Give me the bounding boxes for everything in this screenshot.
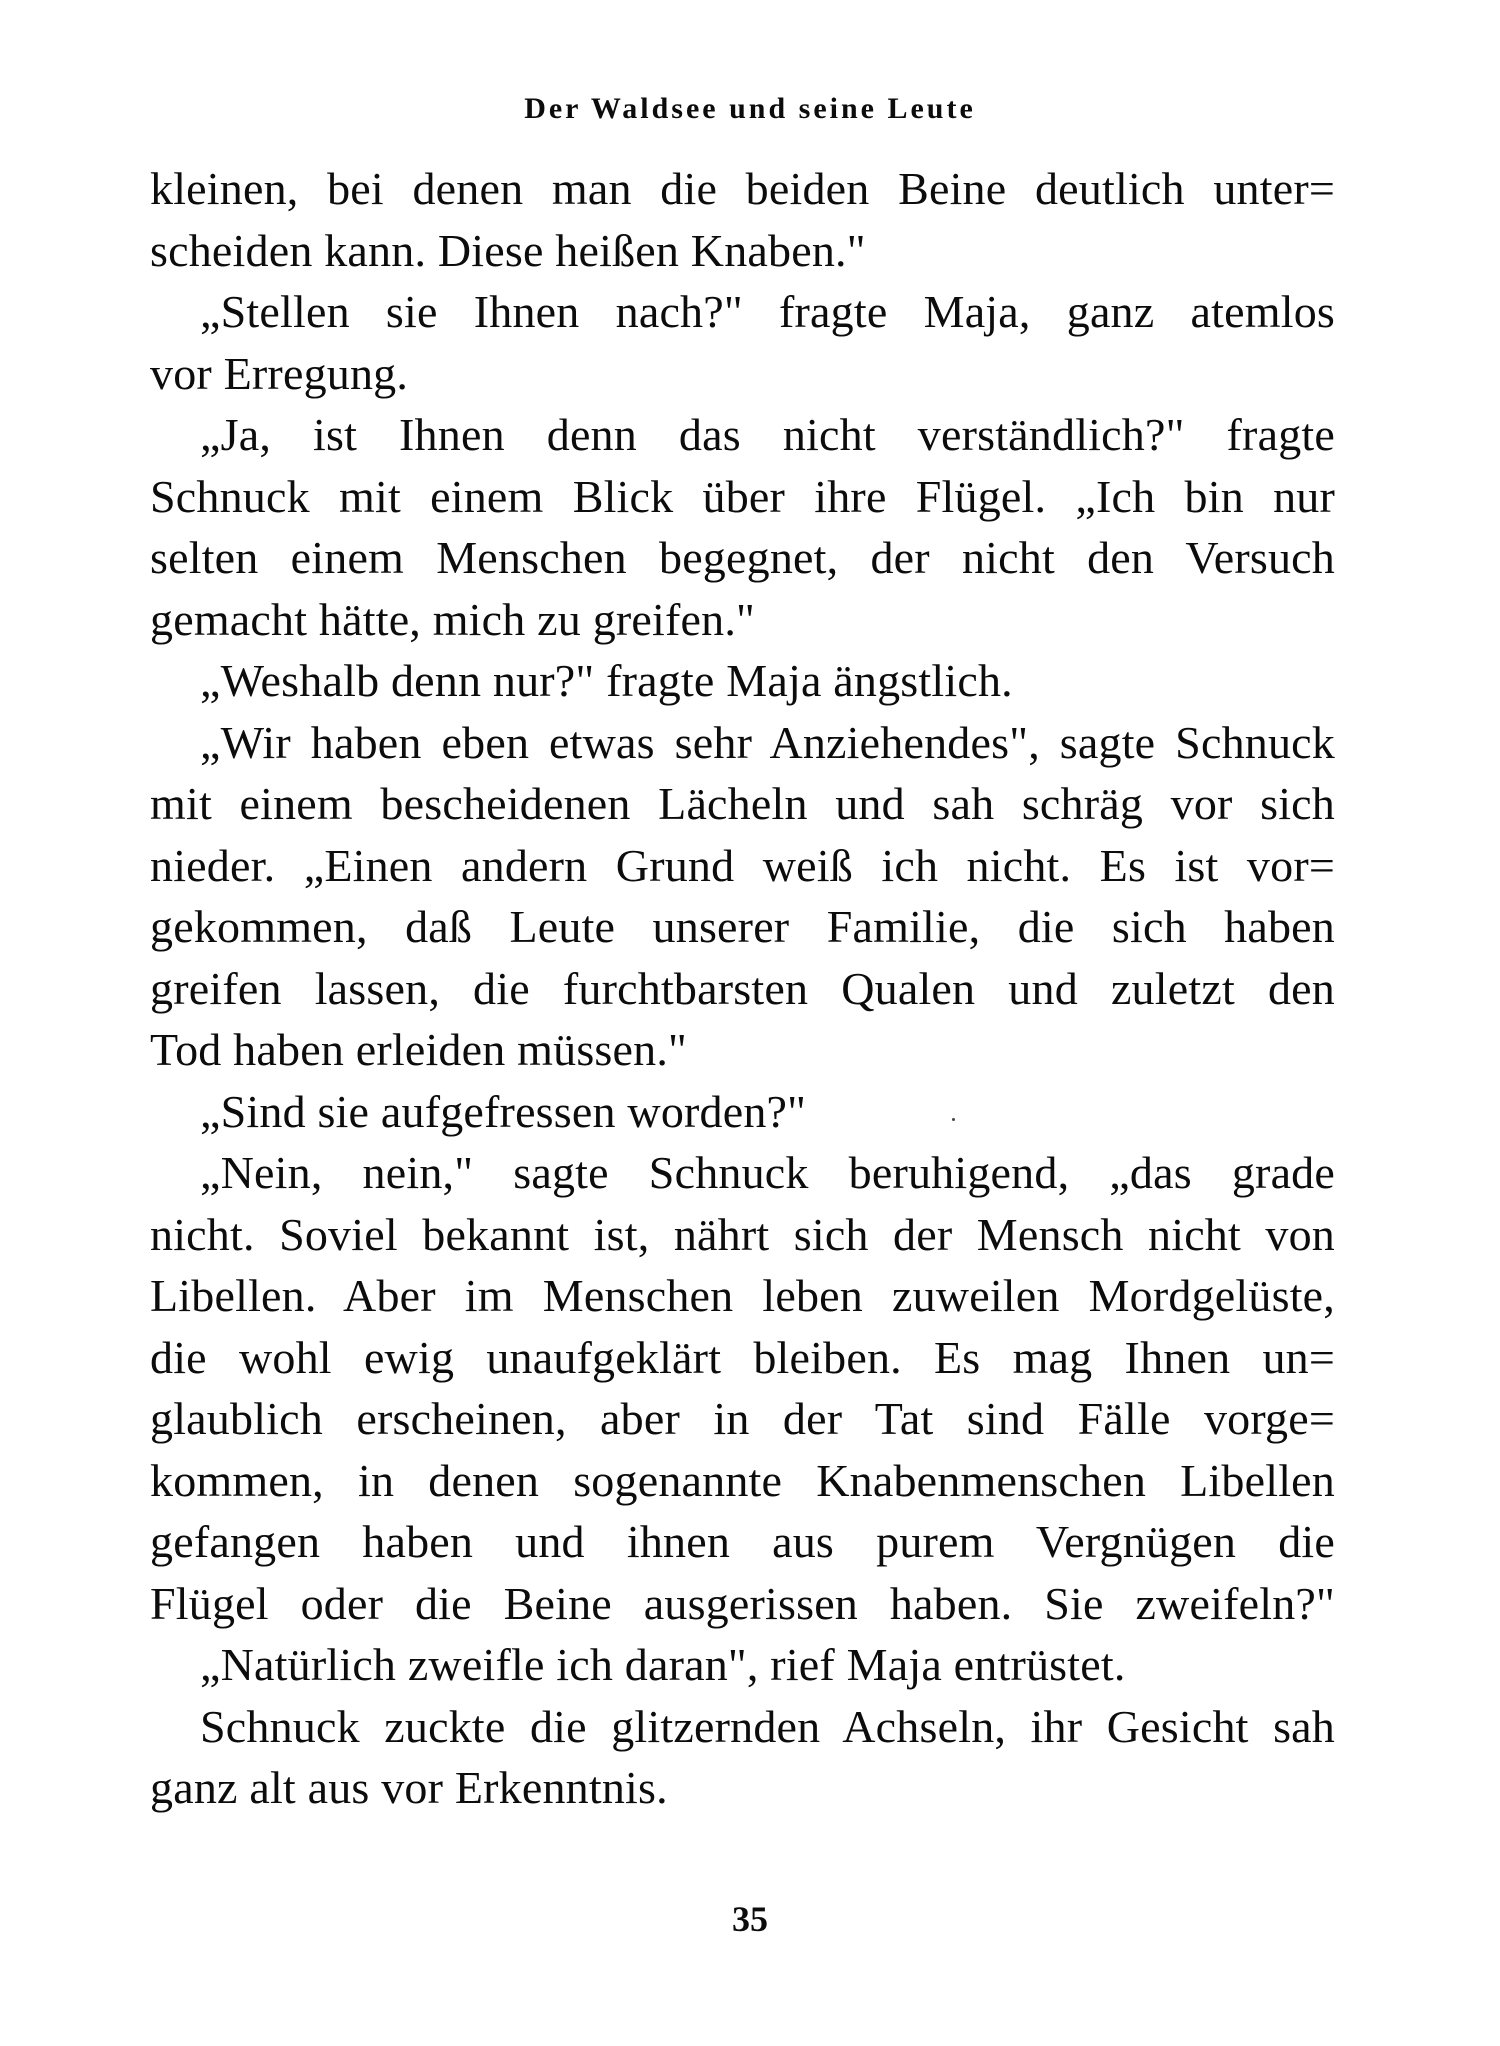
text-line: Tod haben erleiden müssen.": [150, 1024, 688, 1075]
text-line: „Wir haben eben etwas sehr Anziehendes", sagte Schnuck: [200, 716, 1335, 768]
text-line: Flügel oder die Beine ausgerissen haben. Sie zweifeln?": [150, 1577, 1335, 1629]
text-line: greifen lassen, die furchtbarsten Qualen und zuletzt den: [150, 962, 1335, 1014]
text-line: „Ja, ist Ihnen denn das nicht verständlich?" fragte: [200, 409, 1335, 460]
text-line: „Natürlich zweifle ich daran", rief Maja entrüstet.: [200, 1639, 1126, 1690]
text-line: gemacht hätte, mich zu greifen.": [150, 593, 756, 645]
text-line: Schnuck mit einem Blick über ihre Flügel. „Ich bin nur: [150, 470, 1335, 522]
text-line: kleinen, bei denen man die beiden Beine deutlich unter=: [150, 163, 1335, 214]
text-line: gefangen haben und ihnen aus purem Vergnügen die: [150, 1516, 1335, 1567]
text-line: mit einem bescheidenen Lächeln und sah schräg vor sich: [150, 778, 1335, 829]
text-line: Schnuck zuckte die glitzernden Achseln, ihr Gesicht sah: [200, 1700, 1335, 1752]
text-line: glaublich erscheinen, aber in der Tat sind Fälle vorge=: [150, 1393, 1335, 1444]
text-line: vor Erregung.: [150, 347, 409, 399]
paper-speck: [952, 1118, 955, 1121]
text-line: Libellen. Aber im Menschen leben zuweilen Mordgelüste,: [150, 1270, 1335, 1321]
text-line: nicht. Soviel bekannt ist, nährt sich der Mensch nicht von: [150, 1208, 1335, 1260]
text-line: „Stellen sie Ihnen nach?" fragte Maja, ganz atemlos: [200, 286, 1335, 337]
text-line: „Sind sie aufgefressen worden?": [200, 1085, 807, 1137]
text-line: selten einem Menschen begegnet, der nicht den Versuch: [150, 532, 1335, 583]
text-line: scheiden kann. Diese heißen Knaben.": [150, 224, 866, 276]
text-line: die wohl ewig unaufgeklärt bleiben. Es mag Ihnen un=: [150, 1331, 1335, 1383]
body-text: [150, 158, 1335, 1819]
text-line: gekommen, daß Leute unserer Familie, die sich haben: [150, 901, 1335, 952]
text-line: nieder. „Einen andern Grund weiß ich nicht. Es ist vor=: [150, 839, 1335, 891]
text-line: kommen, in denen sogenannte Knabenmenschen Libellen: [150, 1454, 1335, 1506]
text-line: „Weshalb denn nur?" fragte Maja ängstlich.: [200, 655, 1013, 706]
text-line: ganz alt aus vor Erkenntnis.: [150, 1762, 668, 1813]
running-head: Der Waldsee und seine Leute: [524, 92, 976, 125]
text-line: „Nein, nein," sagte Schnuck beruhigend, „das grade: [200, 1147, 1335, 1198]
page-number: 35: [732, 1899, 768, 1939]
